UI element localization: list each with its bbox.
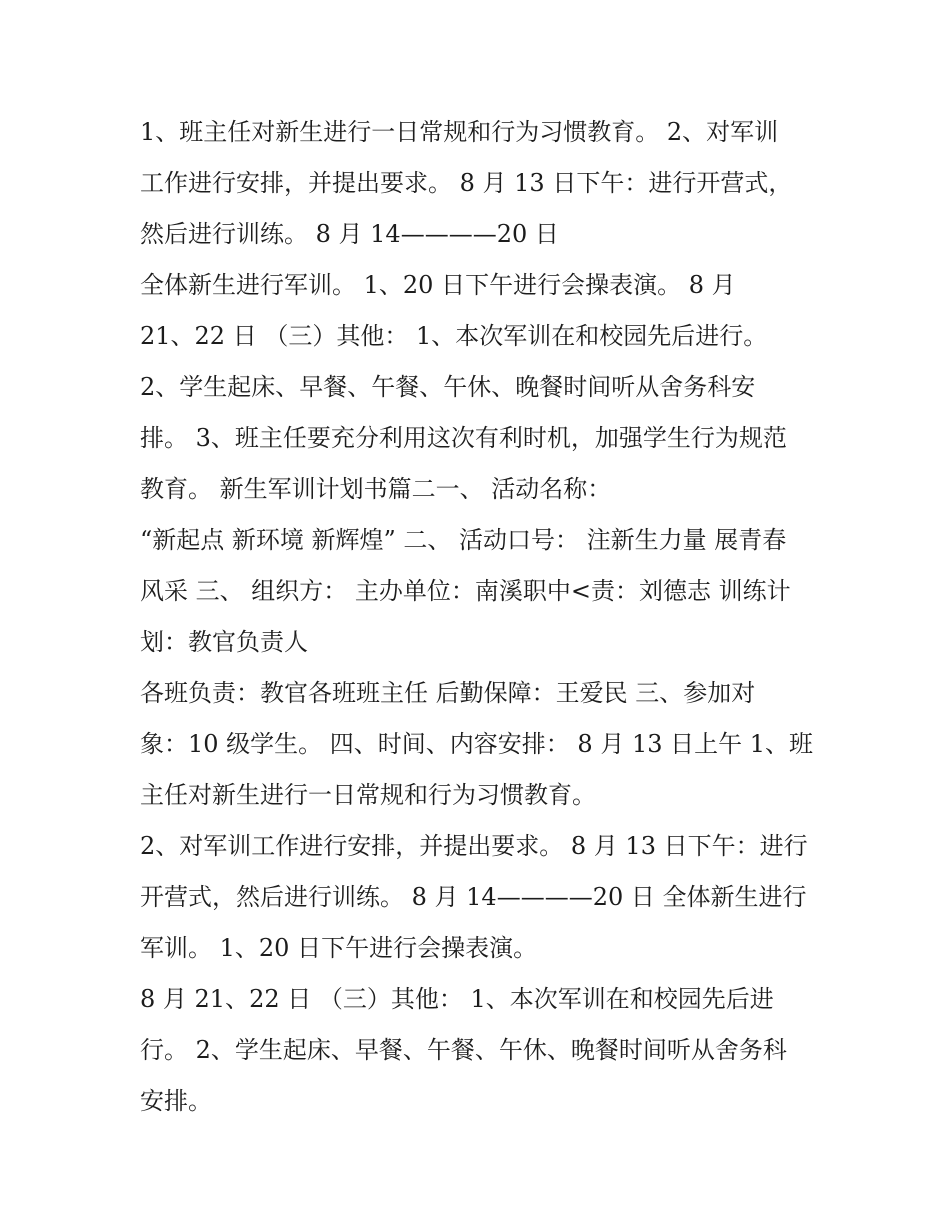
text-line: 军训。 1、20 日下午进行会操表演。 [140, 934, 538, 962]
text-line: 划：教官负责人 [140, 628, 308, 656]
text-line: “新起点 新环境 新辉煌” 二、 活动口号： 注新生力量 展青春 [140, 526, 787, 554]
text-line: 安排。 [140, 1087, 212, 1115]
text-line: 然后进行训练。 8 月 14————20 日 [140, 220, 559, 248]
text-line: 工作进行安排，并提出要求。 8 月 13 日下午：进行开营式， [140, 169, 793, 197]
text-line: 1、班主任对新生进行一日常规和行为习惯教育。 2、对军训 [140, 118, 779, 146]
text-line: 教育。 新生军训计划书篇二一、 活动名称： [140, 475, 612, 503]
text-line: 象：10 级学生。 四、时间、内容安排： 8 月 13 日上午 1、班 [140, 730, 814, 758]
text-line: 行。 2、学生起床、早餐、午餐、午休、晚餐时间听从舍务科 [140, 1036, 787, 1064]
text-line: 全体新生进行军训。 1、20 日下午进行会操表演。 8 月 [140, 271, 736, 299]
text-line: 主任对新生进行一日常规和行为习惯教育。 [140, 781, 596, 809]
text-line: 排。 3、班主任要充分利用这次有利时机，加强学生行为规范 [140, 424, 787, 452]
document-body [140, 107, 820, 1127]
text-line: 风采 三、 组织方： 主办单位：南溪职中<责：刘德志 训练计 [140, 577, 791, 605]
text-line: 21、22 日 （三）其他： 1、本次军训在和校园先后进行。 [140, 322, 768, 350]
text-line: 开营式，然后进行训练。 8 月 14————20 日 全体新生进行 [140, 883, 807, 911]
text-line: 2、对军训工作进行安排，并提出要求。 8 月 13 日下午：进行 [140, 832, 808, 860]
text-line: 2、学生起床、早餐、午餐、午休、晚餐时间听从舍务科安 [140, 373, 756, 401]
text-line: 各班负责：教官各班班主任 后勤保障：王爱民 三、参加对 [140, 679, 756, 707]
text-line: 8 月 21、22 日 （三）其他： 1、本次军训在和校园先后进 [140, 985, 774, 1013]
